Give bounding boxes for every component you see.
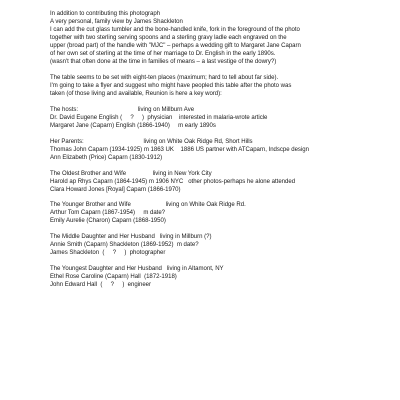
text-line: In addition to contributing this photograph xyxy=(50,11,161,17)
text-line: Annie Smith (Caparn) Shackleton (1869-1952) m date? xyxy=(50,242,199,249)
text-line: upper (broad part) of the handle with "MJC" – perhaps a wedding gift to Margaret Jane Caparn xyxy=(50,43,301,49)
text-line: Harold ap Rhys Caparn (1864-1945) m 1906 NYC other photos-perhaps he alone attended xyxy=(50,178,296,185)
oldest-brother-paragraph xyxy=(50,170,388,194)
text-line: Her Parents: living on White Oak Ridge Rd, Short Hills xyxy=(50,138,253,145)
text-line: (wasn't that often done at the time in families of means – a last vestige of the dowry?) xyxy=(50,59,277,65)
text-line: of her own set of sterling at the time of her marriage to Dr. English in the early 1890s. xyxy=(50,51,276,57)
text-line: James Shackleton ( ? ) photographer xyxy=(50,250,166,257)
text-line: Emily Aurelie (Charon) Caparn (1868-1950) xyxy=(50,218,166,225)
text-line: The Younger Brother and Wife living on White Oak Ridge Rd. xyxy=(50,202,246,209)
text-line: The Middle Daughter and Her Husband living in Millburn (?) xyxy=(50,234,212,241)
middle-daughter-paragraph xyxy=(50,233,388,257)
text-line: The Youngest Daughter and Her Husband living in Altamont, NY xyxy=(50,266,224,273)
text-line: Dr. David Eugene English ( ? ) physician interested in malaria-wrote article xyxy=(50,114,268,121)
text-line: Ann Elizabeth (Price) Caparn (1830-1912) xyxy=(50,154,163,161)
text-line: Clara Howard Jones [Royal] Caparn (1866-1970) xyxy=(50,186,181,193)
text-line: John Edward Hall ( ? ) engineer xyxy=(50,282,152,289)
text-line: Margaret Jane (Caparn) English (1866-1940) m early 1890s xyxy=(50,122,216,129)
hosts-paragraph xyxy=(50,106,388,130)
text-line: Arthur Tom Caparn (1867-1954) m date? xyxy=(50,210,166,217)
younger-brother-paragraph xyxy=(50,201,388,225)
text-line: A very personal, family view by James Shackleton xyxy=(50,19,183,25)
intro-paragraph xyxy=(50,10,388,66)
text-line: Ethel Rose Caroline (Caparn) Hall (1872-1918) xyxy=(50,274,177,281)
youngest-daughter-paragraph xyxy=(50,265,388,289)
text-line: together with two sterling serving spoons and a sterling gravy ladle each engraved on the xyxy=(50,35,287,41)
text-line: Thomas John Caparn (1934-1925) m 1863 UK 1886 US partner with ATCaparn, Indscpe design xyxy=(50,146,309,153)
text-line: I'm going to take a flyer and suggest who might have peopled this table after the photo was xyxy=(50,82,292,89)
text-line: The hosts: living on Millburn Ave xyxy=(50,106,195,113)
parents-paragraph xyxy=(50,138,388,162)
table-setting-paragraph xyxy=(50,74,388,98)
text-line: I can add the cut glass tumbler and the bone-handled knife, fork in the foreground of the photo xyxy=(50,27,300,33)
text-line: The table seems to be set with eight-ten places (maximum; hard to tell about far side). xyxy=(50,74,279,81)
text-line: The Oldest Brother and Wife living in New York City xyxy=(50,170,212,177)
text-line: taken (of those living and available, Reunion is here a key word): xyxy=(50,90,222,97)
